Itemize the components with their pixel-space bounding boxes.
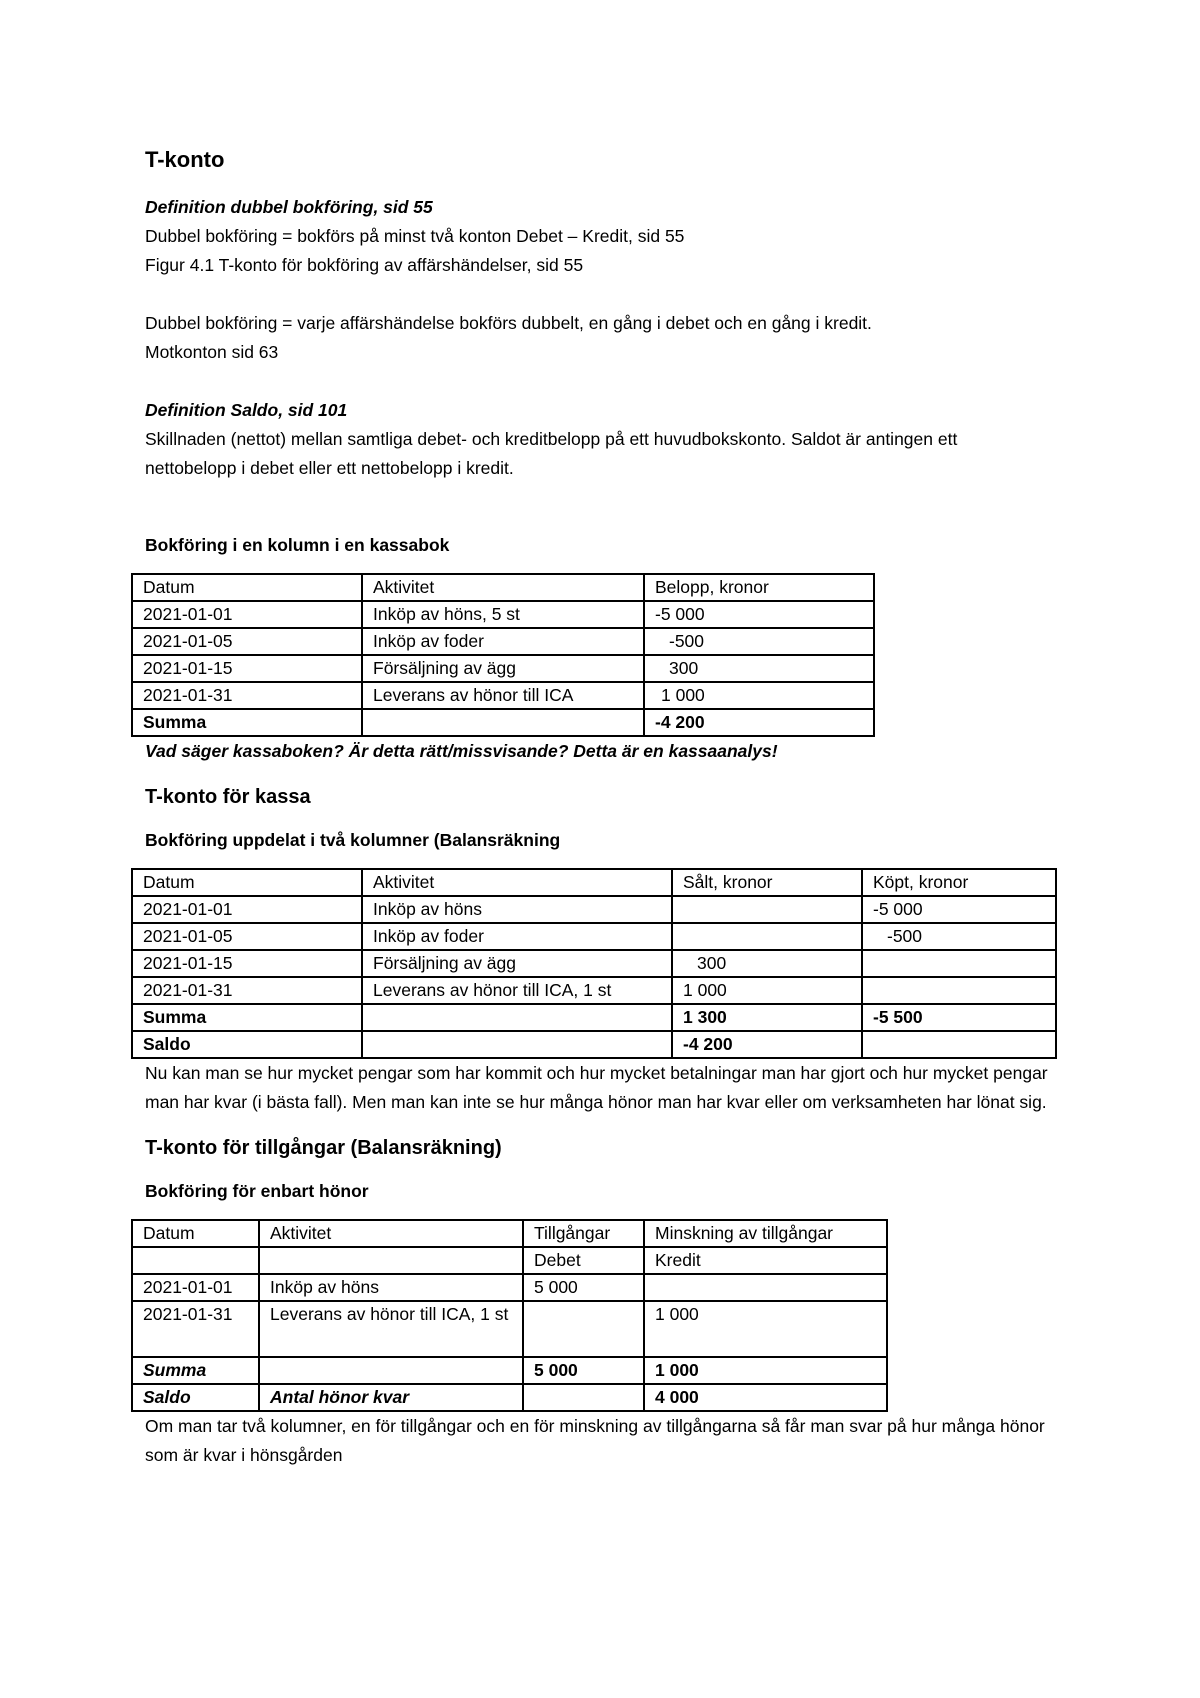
- table-cell: 4 000: [644, 1384, 887, 1411]
- section1-subheading: Bokföring i en kolumn i en kassabok: [145, 535, 450, 555]
- table-cell: 2021-01-01: [132, 601, 362, 628]
- table-cell: Inköp av höns, 5 st: [362, 601, 644, 628]
- table-cell: -500: [644, 628, 874, 655]
- table-cell: [862, 950, 1056, 977]
- table-cell: [362, 1031, 672, 1058]
- kassabok-table: [131, 573, 875, 737]
- section3-heading: T-konto för tillgångar (Balansräkning): [145, 1137, 502, 1159]
- header-cell: Datum: [132, 1220, 259, 1247]
- table-cell: [362, 1004, 672, 1031]
- table-row: [132, 655, 874, 682]
- table-cell: 1 000: [644, 682, 874, 709]
- table-cell: 300: [672, 950, 862, 977]
- table-header-row: [132, 1220, 887, 1247]
- table-cell: 300: [644, 655, 874, 682]
- header-cell: Minskning av tillgångar: [644, 1220, 887, 1247]
- header-cell: Datum: [132, 869, 362, 896]
- definition-line: Figur 4.1 T-konto för bokföring av affärshändelser, sid 55: [145, 255, 584, 275]
- definition-heading: Definition dubbel bokföring, sid 55: [145, 197, 433, 217]
- table-cell: Saldo: [132, 1031, 362, 1058]
- table-cell: Summa: [132, 1004, 362, 1031]
- document-page: [145, 145, 1065, 1470]
- header-cell: Sålt, kronor: [672, 869, 862, 896]
- header-cell: [132, 1247, 259, 1274]
- table-cell: [862, 977, 1056, 1004]
- header-cell: Kredit: [644, 1247, 887, 1274]
- table-cell: Försäljning av ägg: [362, 655, 644, 682]
- header-cell: Aktivitet: [259, 1220, 523, 1247]
- table-cell: 2021-01-01: [132, 1274, 259, 1301]
- table-cell: 2021-01-15: [132, 950, 362, 977]
- header-cell: Belopp, kronor: [644, 574, 874, 601]
- header-cell: Köpt, kronor: [862, 869, 1056, 896]
- table-cell: 2021-01-15: [132, 655, 362, 682]
- saldo-row: [132, 1384, 887, 1411]
- table-cell: Leverans av hönor till ICA, 1 st: [362, 977, 672, 1004]
- header-cell: Tillgångar: [523, 1220, 644, 1247]
- section3-note: Om man tar två kolumner, en för tillgångar och en för minskning av tillgångarna så får man svar på hur många hönor som är kvar i hönsgården: [145, 1416, 1045, 1465]
- table-row: [132, 977, 1056, 1004]
- header-cell: Datum: [132, 574, 362, 601]
- table-row: [132, 950, 1056, 977]
- table-cell: 2021-01-31: [132, 1301, 259, 1357]
- table-cell: Inköp av höns: [259, 1274, 523, 1301]
- section3-subheading: Bokföring för enbart hönor: [145, 1181, 369, 1201]
- table-cell: [672, 923, 862, 950]
- table-cell: Leverans av hönor till ICA: [362, 682, 644, 709]
- table-cell: 1 000: [644, 1301, 887, 1357]
- table-cell: -5 000: [644, 601, 874, 628]
- table-cell: 2021-01-05: [132, 628, 362, 655]
- table-cell: 2021-01-01: [132, 896, 362, 923]
- table-cell: [362, 709, 644, 736]
- saldo-row: [132, 1031, 1056, 1058]
- table-cell: Inköp av höns: [362, 896, 672, 923]
- table-row: [132, 628, 874, 655]
- saldo-text: Skillnaden (nettot) mellan samtliga debet- och kreditbelopp på ett huvudbokskonto. Saldot är antingen ett nettobelopp i debet eller ett nettobelopp i kredit.: [145, 429, 958, 478]
- table-subheader-row: [132, 1247, 887, 1274]
- header-cell: Debet: [523, 1247, 644, 1274]
- table-cell: Summa: [132, 709, 362, 736]
- table-cell: Leverans av hönor till ICA, 1 st: [259, 1301, 523, 1357]
- section2-note: Nu kan man se hur mycket pengar som har kommit och hur mycket betalningar man har gjort och hur mycket pengar man har kvar (i bästa fall). Men man kan inte se hur många hönor man har kvar eller om verksamheten har lönat sig.: [145, 1063, 1048, 1112]
- sum-row: [132, 1357, 887, 1384]
- table-cell: 2021-01-05: [132, 923, 362, 950]
- sum-row: [132, 1004, 1056, 1031]
- table-cell: [672, 896, 862, 923]
- table-header-row: [132, 869, 1056, 896]
- table-row: [132, 923, 1056, 950]
- table-cell: [523, 1301, 644, 1357]
- page-title: T-konto: [145, 147, 225, 172]
- table-cell: -5 000: [862, 896, 1056, 923]
- table-cell: Försäljning av ägg: [362, 950, 672, 977]
- kassa-table: [131, 868, 1057, 1059]
- sum-row: [132, 709, 874, 736]
- table-cell: -4 200: [672, 1031, 862, 1058]
- table-cell: 1 000: [672, 977, 862, 1004]
- table-cell: Antal hönor kvar: [259, 1384, 523, 1411]
- table-header-row: [132, 574, 874, 601]
- definition-line: Dubbel bokföring = bokförs på minst två konton Debet – Kredit, sid 55: [145, 226, 685, 246]
- table-cell: Summa: [132, 1357, 259, 1384]
- definition-line: Dubbel bokföring = varje affärshändelse bokförs dubbelt, en gång i debet och en gång i kredit.: [145, 313, 872, 333]
- section2-subheading: Bokföring uppdelat i två kolumner (Balansräkning: [145, 830, 561, 850]
- table-cell: Inköp av foder: [362, 628, 644, 655]
- header-cell: Aktivitet: [362, 869, 672, 896]
- table-cell: 5 000: [523, 1274, 644, 1301]
- saldo-heading: Definition Saldo, sid 101: [145, 400, 348, 420]
- header-cell: [259, 1247, 523, 1274]
- table-cell: -500: [862, 923, 1056, 950]
- table-row: [132, 601, 874, 628]
- definition-line: Motkonton sid 63: [145, 342, 279, 362]
- table-cell: [862, 1031, 1056, 1058]
- table-cell: 2021-01-31: [132, 682, 362, 709]
- table-cell: 2021-01-31: [132, 977, 362, 1004]
- table-cell: [259, 1357, 523, 1384]
- table-row: [132, 682, 874, 709]
- header-cell: Aktivitet: [362, 574, 644, 601]
- table-cell: -4 200: [644, 709, 874, 736]
- section1-note: Vad säger kassaboken? Är detta rätt/missvisande? Detta är en kassaanalys!: [145, 741, 778, 761]
- table-cell: -5 500: [862, 1004, 1056, 1031]
- table-cell: 5 000: [523, 1357, 644, 1384]
- table-row: [132, 896, 1056, 923]
- section2-heading: T-konto för kassa: [145, 786, 311, 808]
- table-cell: Inköp av foder: [362, 923, 672, 950]
- table-cell: Saldo: [132, 1384, 259, 1411]
- table-row: [132, 1301, 887, 1357]
- table-cell: 1 300: [672, 1004, 862, 1031]
- tillgangar-table: [131, 1219, 888, 1412]
- table-cell: 1 000: [644, 1357, 887, 1384]
- table-cell: [523, 1384, 644, 1411]
- table-row: [132, 1274, 887, 1301]
- table-cell: [644, 1274, 887, 1301]
